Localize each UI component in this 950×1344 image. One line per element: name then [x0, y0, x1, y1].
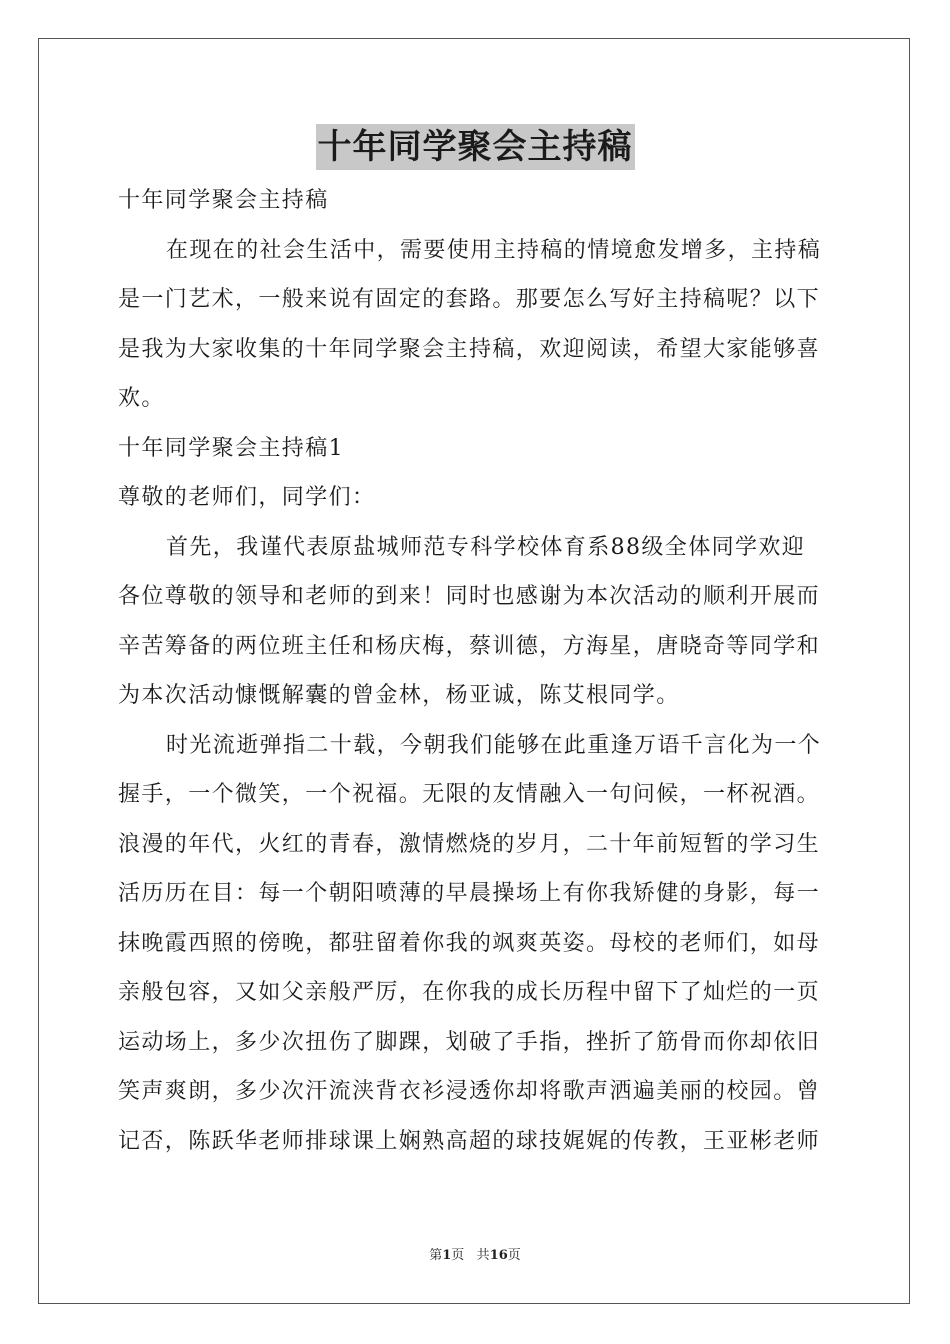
- text-line: 时光流逝弹指二十载，今朝我们能够在此重逢万语千言化为一个: [166, 732, 822, 758]
- footer-page-prefix: 第: [429, 1248, 443, 1263]
- page-footer: [0, 1246, 950, 1266]
- text-line: 亲般包容，又如父亲般严厉，在你我的成长历程中留下了灿烂的一页: [118, 980, 821, 1005]
- text-line: 首先，我谨代表原盐城师范专科学校体育系88级全体同学欢迎: [166, 534, 806, 560]
- footer-total-suffix: 页: [507, 1248, 521, 1263]
- text-line: 浪漫的年代，火红的青春，激情燃烧的岁月，二十年前短暂的学习生: [118, 831, 821, 857]
- text-line: 十年同学聚会主持稿: [118, 188, 329, 213]
- text-line: 握手，一个微笑，一个祝福。无限的友情融入一句问候，一杯祝酒。: [118, 782, 821, 807]
- text-line: 活历历在目：每一个朝阳喷薄的早晨操场上有你我矫健的身影，每一: [118, 881, 821, 906]
- text-line: 是一门艺术，一般来说有固定的套路。那要怎么写好主持稿呢？以下: [118, 287, 821, 312]
- document-title: 十年同学聚会主持稿: [316, 124, 635, 170]
- text-line: 为本次活动慷慨解囊的曾金林，杨亚诚，陈艾根同学。: [118, 683, 680, 708]
- text-line: 各位尊敬的领导和老师的到来！同时也感谢为本次活动的顺利开展而: [118, 584, 821, 609]
- footer-total-pages: 16: [489, 1248, 508, 1263]
- text-line: 在现在的社会生活中，需要使用主持稿的情境愈发增多，主持稿: [166, 237, 822, 263]
- text-line: 运动场上，多少次扭伤了脚踝，划破了手指，挫折了筋骨而你却依旧: [118, 1029, 821, 1055]
- text-line: 辛苦筹备的两位班主任和杨庆梅，蔡训德，方海星，唐晓奇等同学和: [118, 633, 821, 659]
- text-line: 欢。: [118, 386, 165, 411]
- footer-total-prefix: 共: [476, 1248, 490, 1263]
- text-line: 记否，陈跃华老师排球课上娴熟高超的球技娓娓的传教，王亚彬老师: [118, 1128, 821, 1154]
- text-line: 是我为大家收集的十年同学聚会主持稿，欢迎阅读，希望大家能够喜: [118, 336, 821, 362]
- text-line: 笑声爽朗，多少次汗流浃背衣衫浸透你却将歌声洒遍美丽的校园。曾: [118, 1079, 821, 1104]
- text-line: 尊敬的老师们，同学们：: [118, 485, 376, 510]
- footer-page-suffix: 页: [451, 1248, 465, 1263]
- footer-page-number: 1: [442, 1248, 452, 1263]
- text-line: 十年同学聚会主持稿1: [118, 435, 344, 461]
- text-line: 抹晚霞西照的傍晚，都驻留着你我的飒爽英姿。母校的老师们，如母: [118, 930, 821, 956]
- document-body: [118, 176, 834, 1166]
- title-container: [0, 124, 950, 170]
